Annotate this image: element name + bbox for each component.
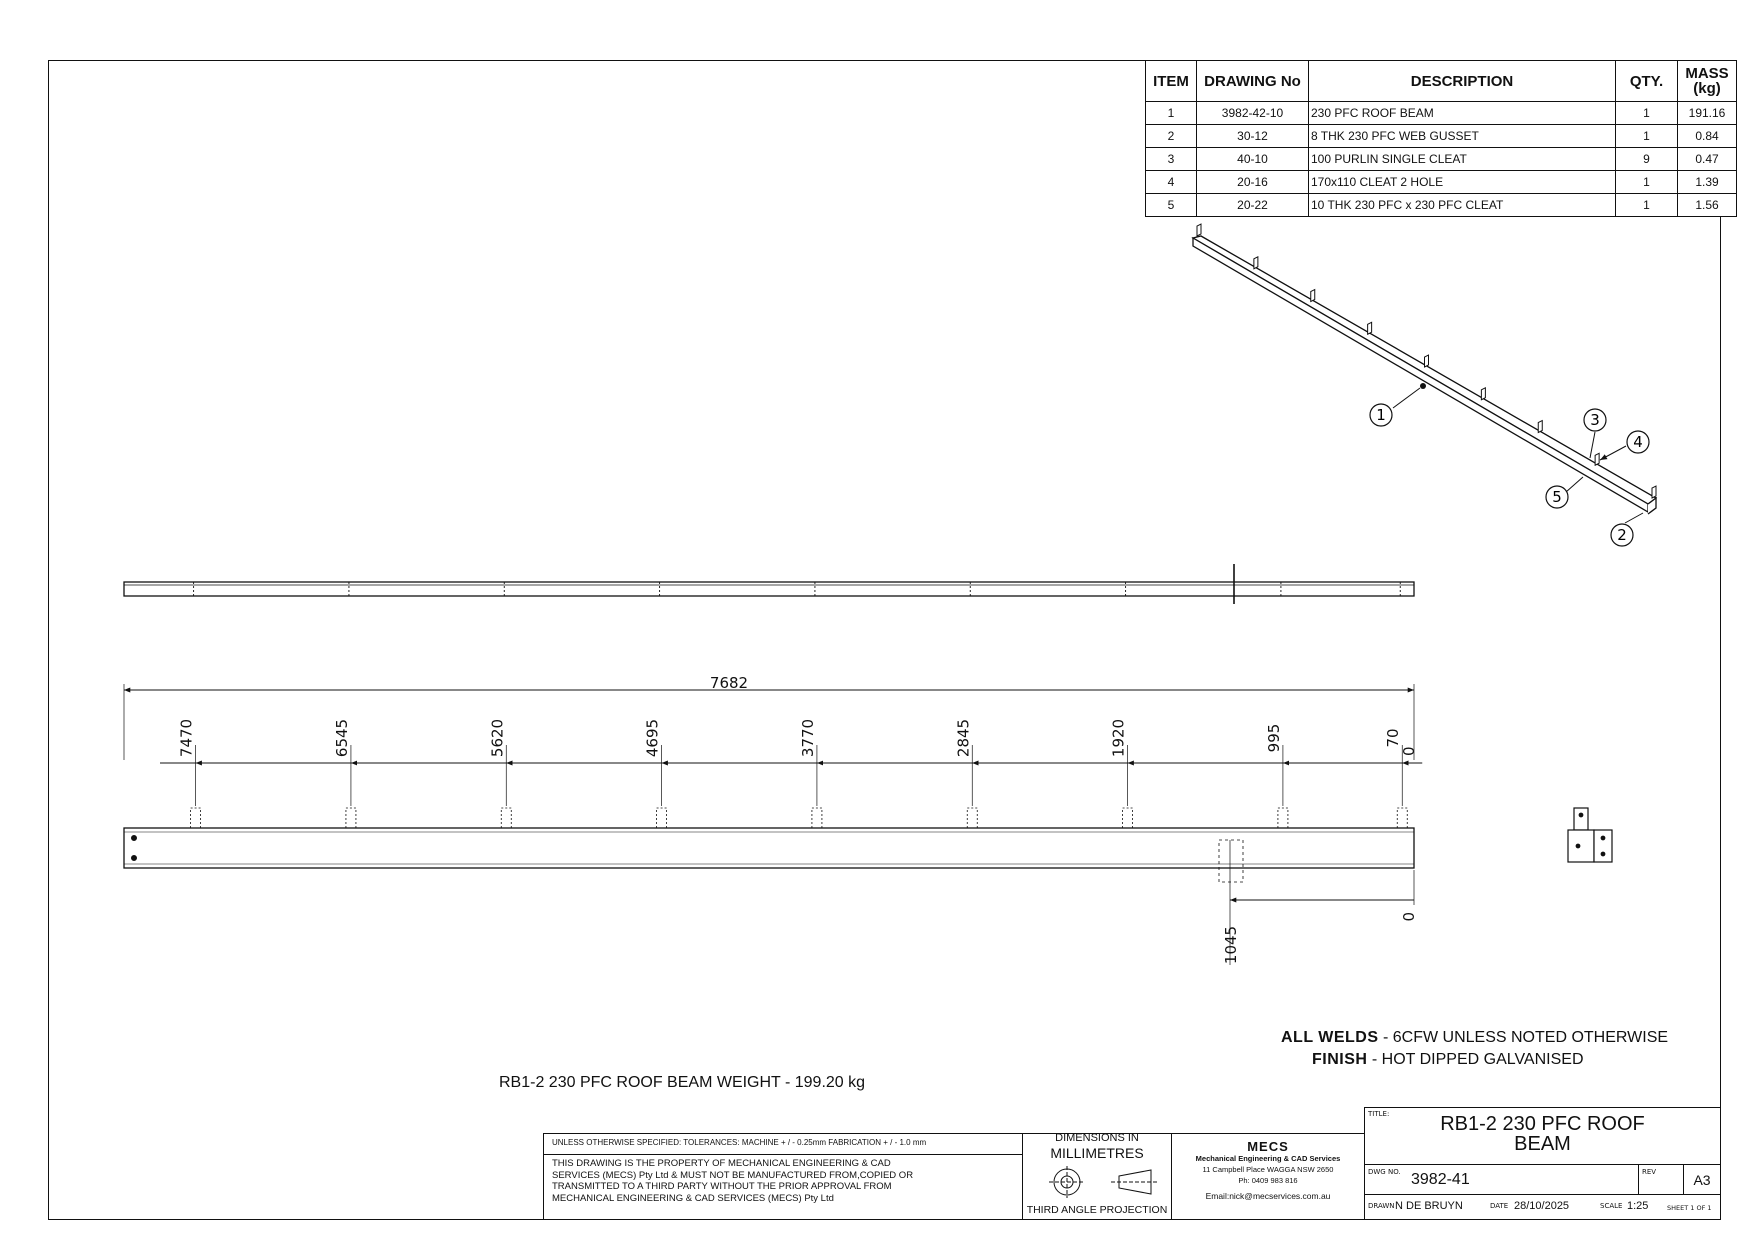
welds-text: - 6CFW UNLESS NOTED OTHERWISE: [1378, 1029, 1669, 1046]
bom-qty: 1: [1616, 125, 1678, 148]
date-label: DATE: [1490, 1202, 1509, 1210]
balloon-4: 4: [1633, 433, 1643, 451]
dwg-no: 3982-41: [1411, 1171, 1470, 1188]
company-phone: Ph: 0409 983 816: [1238, 1176, 1298, 1185]
balloon-3: 3: [1590, 411, 1600, 429]
balloons: [1370, 383, 1649, 546]
projection-icon: [1049, 1166, 1159, 1198]
balloon-3-leader: [1590, 432, 1595, 458]
cleat-dimension: 70: [1384, 728, 1403, 748]
cleat-dimension: 3770: [798, 718, 817, 758]
bom-qty: 1: [1616, 171, 1678, 194]
lower-dimension: 1045: [1222, 925, 1240, 965]
purlin-cleat: [967, 808, 977, 828]
bom-header-item: ITEM: [1146, 61, 1197, 102]
balloon-5: 5: [1552, 488, 1562, 506]
purlin-cleat: [1397, 808, 1407, 828]
end-view-hole: [1576, 844, 1580, 848]
lower-origin-label: 0: [1400, 912, 1418, 922]
balloon-5-leader: [1566, 477, 1583, 492]
bom-drawing-no: 40-10: [1197, 148, 1309, 171]
bom-description: 230 PFC ROOF BEAM: [1309, 102, 1616, 125]
company-block: [1171, 1133, 1365, 1220]
bom-description: 170x110 CLEAT 2 HOLE: [1309, 171, 1616, 194]
bom-drawing-no: 30-12: [1197, 125, 1309, 148]
front-view-beam: [124, 828, 1414, 868]
projection-block: [1022, 1133, 1172, 1220]
rev-cell: [1638, 1164, 1684, 1195]
iso-cleat: [1481, 388, 1485, 400]
end-hole-bottom: [132, 856, 137, 861]
iso-cleat: [1197, 224, 1201, 236]
welds-note: [1281, 1029, 1668, 1047]
bom-item: 5: [1146, 194, 1197, 217]
end-view: [1568, 808, 1612, 862]
iso-beam-top: [1193, 236, 1656, 504]
bom-description: 10 THK 230 PFC x 230 PFC CLEAT: [1309, 194, 1616, 217]
end-view-plate: [1594, 830, 1612, 862]
drawn-label: DRAWN: [1368, 1202, 1395, 1210]
bom-header-drawing-no: DRAWING No: [1197, 61, 1309, 102]
bom-description: 8 THK 230 PFC WEB GUSSET: [1309, 125, 1616, 148]
property-line: MECHANICAL ENGINEERING & CAD SERVICES (MECS) Pty Ltd: [552, 1192, 834, 1204]
tolerance-block: [543, 1133, 1023, 1220]
finish-note: [1312, 1051, 1584, 1069]
iso-cleat: [1368, 322, 1372, 334]
bom-drawing-no: 3982-42-10: [1197, 102, 1309, 125]
end-view-section: [1568, 830, 1594, 862]
cleat-dimension: 1920: [1109, 718, 1128, 758]
bom-header-qty: QTY.: [1616, 61, 1678, 102]
front-view: [124, 808, 1418, 965]
drawing-title-line: BEAM: [1514, 1133, 1571, 1155]
balloon-2: 2: [1617, 526, 1627, 544]
iso-purlin-cleats: [1197, 224, 1656, 498]
bom-mass: 191.16: [1678, 102, 1737, 125]
iso-beam-edge: [1201, 236, 1656, 498]
drawing-title-line: RB1-2 230 PFC ROOF: [1440, 1113, 1645, 1135]
cleat-dimension: 2845: [954, 718, 973, 758]
bom-qty: 9: [1616, 148, 1678, 171]
bom-item: 1: [1146, 102, 1197, 125]
scale-label: SCALE: [1600, 1202, 1623, 1210]
bom-item: 2: [1146, 125, 1197, 148]
isometric-view: [1193, 224, 1656, 514]
overall-dimension: 7682: [709, 674, 749, 692]
iso-cleat: [1652, 486, 1656, 498]
front-view-cleats: [191, 808, 1408, 828]
weight-note: RB1-2 230 PFC ROOF BEAM WEIGHT - 199.20 kg: [499, 1074, 866, 1091]
dimensions-in: DIMENSIONS IN: [1055, 1132, 1139, 1144]
end-view-hole: [1579, 813, 1583, 817]
purlin-cleat: [346, 808, 356, 828]
size-cell: [1683, 1164, 1721, 1195]
balloon-1-leader: [1393, 388, 1420, 408]
welds-label: ALL WELDS: [1281, 1029, 1379, 1046]
purlin-cleat: [812, 808, 822, 828]
iso-cleat: [1254, 257, 1258, 269]
balloon-1: 1: [1376, 406, 1386, 424]
tolerances: UNLESS OTHERWISE SPECIFIED: TOLERANCES: MACHINE + / - 0.25mm FABRICATION + / - 1.0 mm: [552, 1138, 927, 1147]
top-view-beam: [124, 582, 1414, 596]
balloon-2-leader: [1625, 513, 1643, 523]
finish-text: - HOT DIPPED GALVANISED: [1367, 1051, 1584, 1068]
drawn-by: N DE BRUYN: [1395, 1200, 1463, 1212]
cleat-ordinate-dimensions: [178, 719, 1423, 806]
end-view-cleat: [1574, 808, 1588, 830]
property-line: SERVICES (MECS) Pty Ltd & MUST NOT BE MANUFACTURED FROM,COPIED OR: [552, 1169, 914, 1181]
property-line: TRANSMITTED TO A THIRD PARTY WITHOUT THE PRIOR APPROVAL FROM: [552, 1181, 892, 1192]
end-hole-top: [132, 836, 137, 841]
cleat-dimension: 6545: [332, 718, 351, 758]
cleat-dimension: 995: [1264, 723, 1283, 753]
units: MILLIMETRES: [1050, 1145, 1144, 1161]
drawing-scale: 1:25: [1627, 1200, 1649, 1212]
iso-cleat: [1311, 290, 1315, 302]
end-view-hole: [1601, 852, 1605, 856]
bom-qty: 1: [1616, 194, 1678, 217]
end-view-hole: [1601, 836, 1605, 840]
bom-header-description: DESCRIPTION: [1309, 61, 1616, 102]
sheet-number: SHEET 1 OF 1: [1667, 1204, 1712, 1212]
projection-label: THIRD ANGLE PROJECTION: [1026, 1204, 1168, 1216]
bom-item: 3: [1146, 148, 1197, 171]
drawing-date: 28/10/2025: [1514, 1200, 1570, 1212]
finish-label: FINISH: [1312, 1051, 1368, 1068]
front-view-dimensions: [124, 674, 1422, 806]
balloon-4-leader: [1600, 446, 1626, 460]
bom-item: 4: [1146, 171, 1197, 194]
iso-cleat: [1425, 355, 1429, 367]
bom-mass: 1.56: [1678, 194, 1737, 217]
rev-label: REV: [1642, 1168, 1657, 1176]
bom-description: 100 PURLIN SINGLE CLEAT: [1309, 148, 1616, 171]
purlin-cleat: [191, 808, 201, 828]
bom-mass: 0.47: [1678, 148, 1737, 171]
iso-beam-web: [1193, 238, 1648, 512]
cleat-dimension: 4695: [643, 718, 662, 758]
dwg-no-cell: [1364, 1164, 1639, 1195]
company-address: 11 Campbell Place WAGGA NSW 2650: [1202, 1165, 1334, 1174]
drawn-row: [1364, 1194, 1721, 1220]
cleat-dimension: 5620: [488, 718, 507, 758]
property-notice: [552, 1158, 913, 1204]
purlin-cleat: [1278, 808, 1288, 828]
origin-label: 0: [1400, 746, 1418, 756]
company-logo: MECS: [1247, 1139, 1289, 1154]
balloon-1-dot: [1420, 383, 1426, 389]
company-email: Email:nick@mecservices.com.au: [1205, 1191, 1331, 1201]
property-line: THIS DRAWING IS THE PROPERTY OF MECHANICAL ENGINEERING & CAD: [552, 1158, 891, 1169]
bom-qty: 1: [1616, 102, 1678, 125]
bom-header-mass: MASS (kg): [1678, 61, 1737, 102]
bom-mass: 1.39: [1678, 171, 1737, 194]
top-view: [124, 564, 1414, 604]
bom-drawing-no: 20-16: [1197, 171, 1309, 194]
dwg-no-label: DWG NO.: [1368, 1168, 1401, 1176]
iso-cleat: [1538, 421, 1542, 433]
sheet-size: A3: [1693, 1172, 1711, 1188]
projection-symbol: [1023, 1164, 1171, 1204]
iso-cleat: [1595, 453, 1599, 465]
company-name: Mechanical Engineering & CAD Services: [1195, 1154, 1341, 1163]
drawing-title: [1365, 1114, 1720, 1154]
bom-mass: 0.84: [1678, 125, 1737, 148]
purlin-cleat: [1123, 808, 1133, 828]
bom-drawing-no: 20-22: [1197, 194, 1309, 217]
title-cell: [1364, 1107, 1721, 1165]
purlin-cleat: [657, 808, 667, 828]
cleat-dimension: 7470: [177, 718, 196, 758]
title-label: TITLE:: [1368, 1110, 1390, 1118]
purlin-cleat: [501, 808, 511, 828]
